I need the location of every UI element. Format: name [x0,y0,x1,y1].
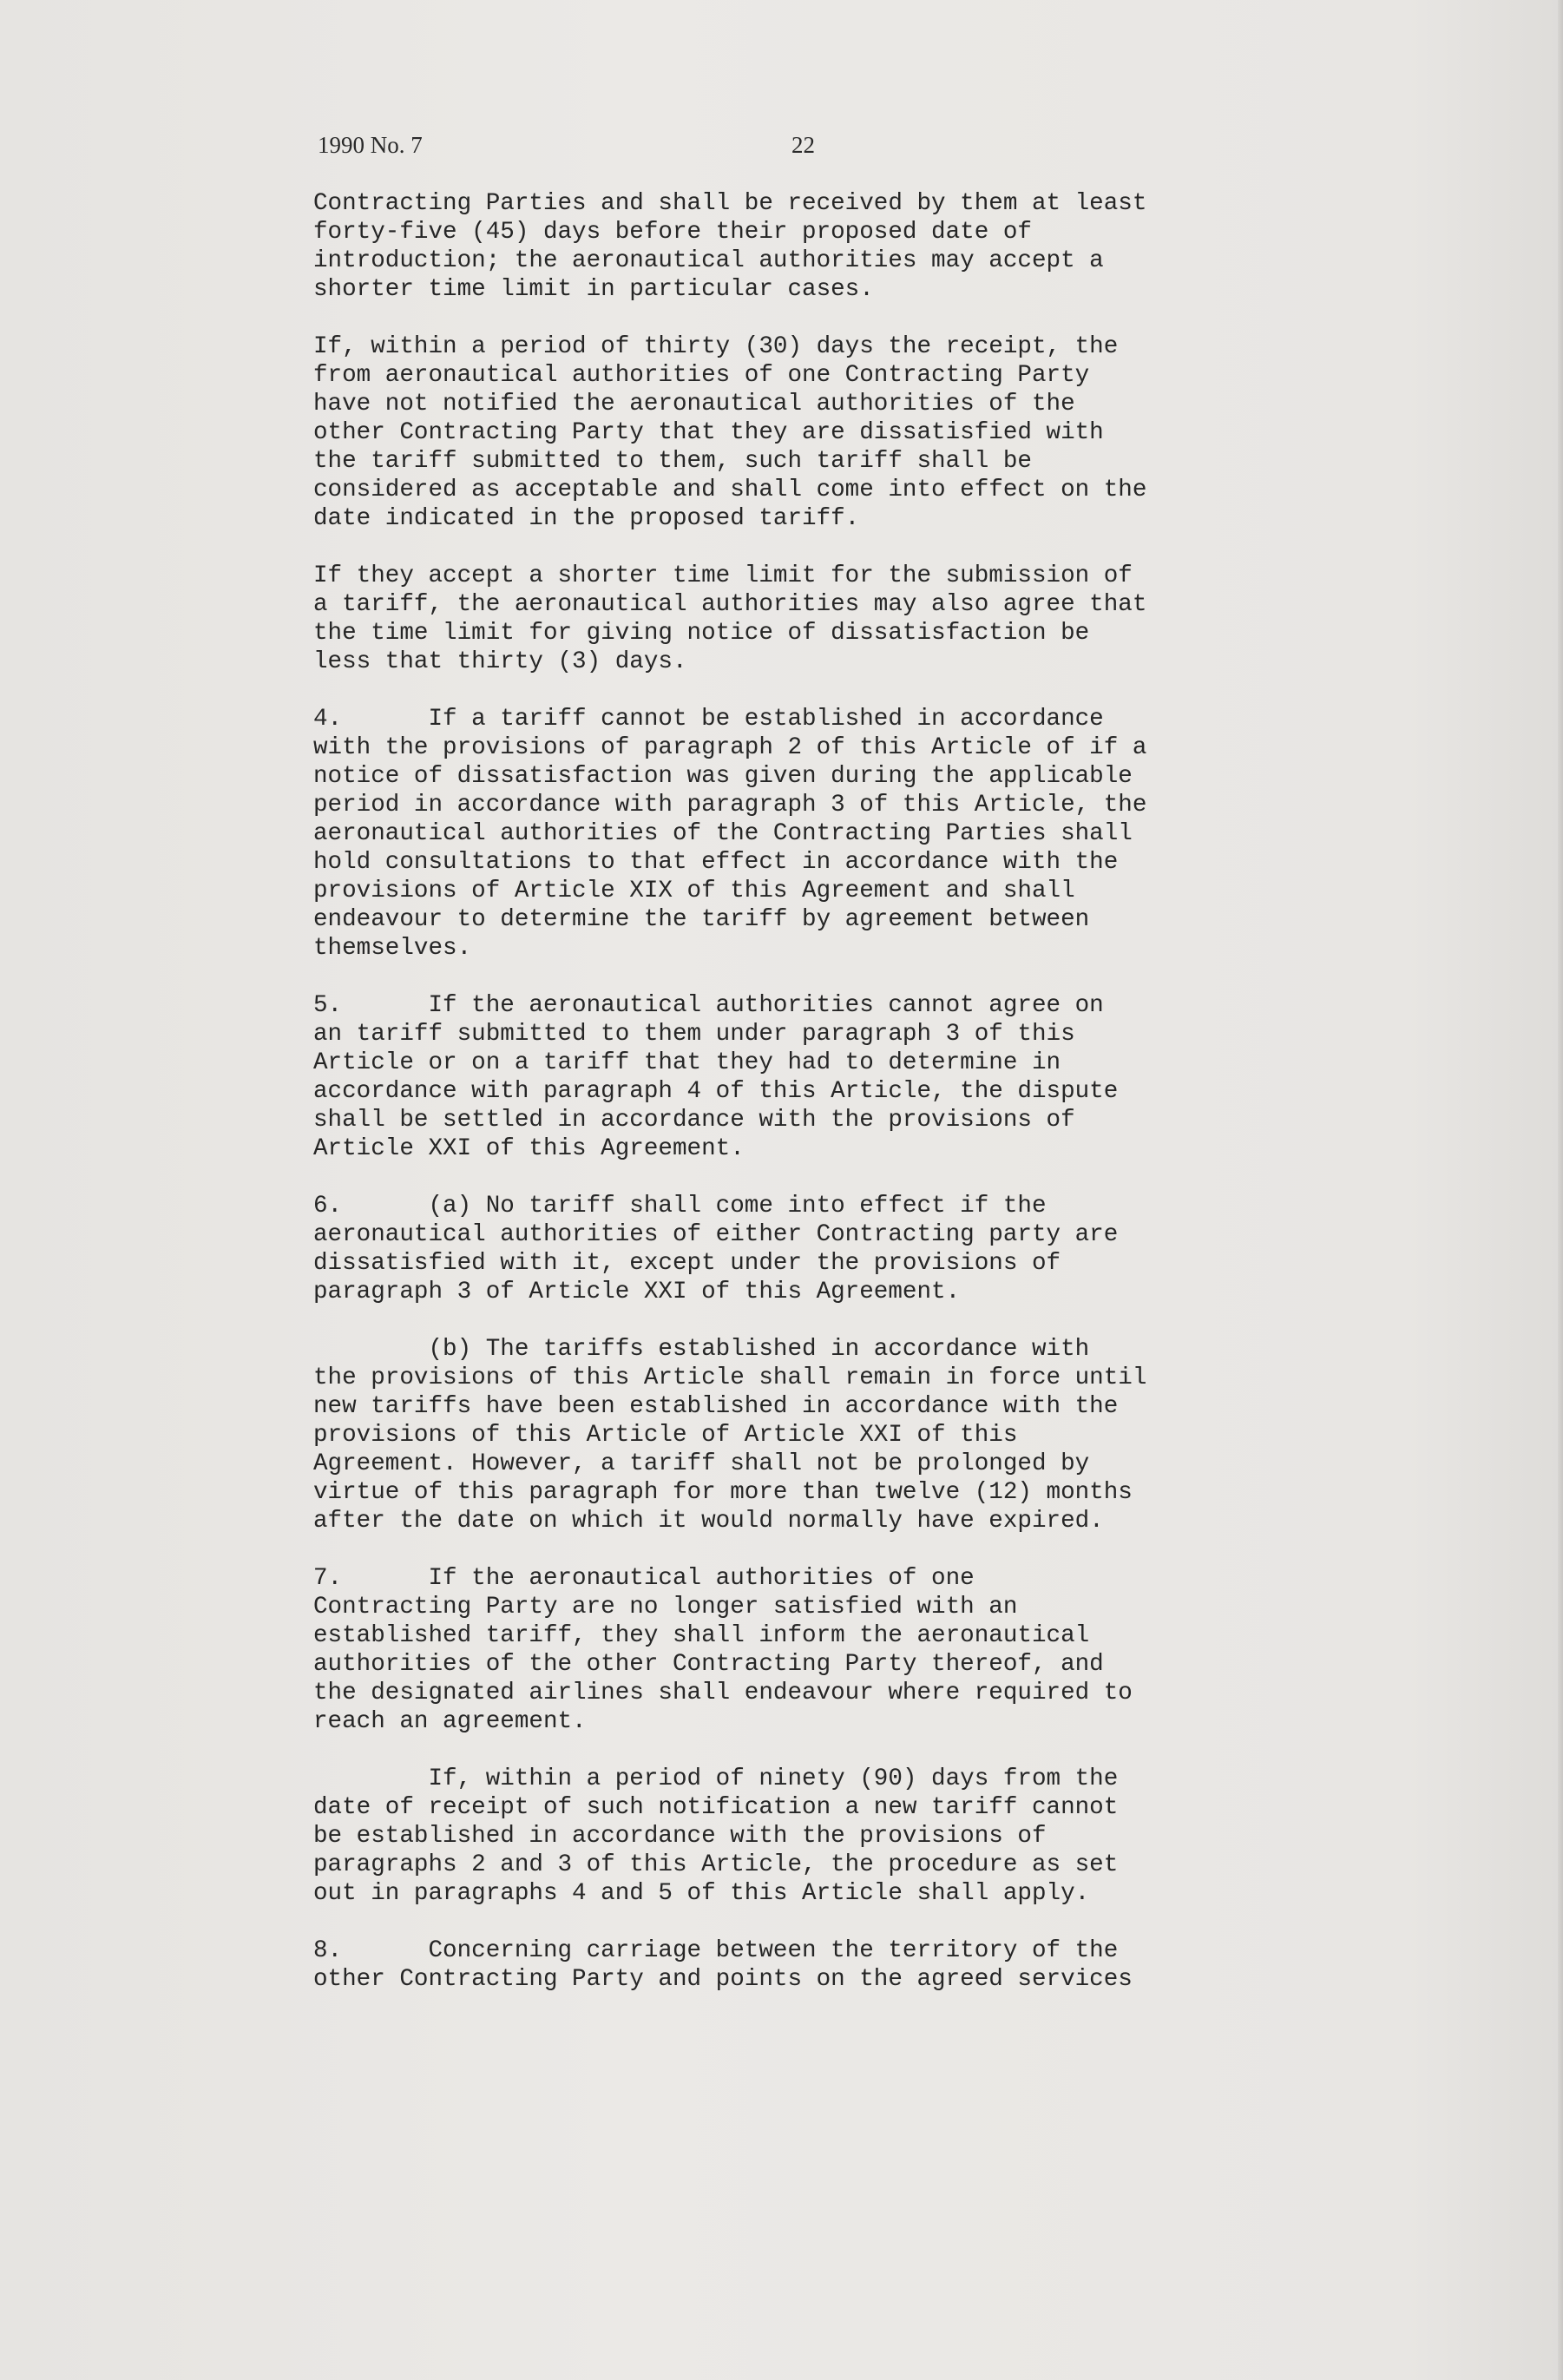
page-edge [1558,0,1563,2380]
paragraph-7-ninety-days: If, within a period of ninety (90) days from the date of receipt of such notification a new tariff cannot be established in accordance with the provisions of paragraphs 2 and 3 of this Article, the procedure as set out in paragraphs 4 and 5 of this Article shall apply. [313,1765,1119,1907]
paragraph-8: 8. Concerning carriage between the territory of the other Contracting Party and points on the agreed services [313,1937,1133,1993]
document-reference: 1990 No. 7 [318,132,423,158]
paragraph-intro-continuation: Contracting Parties and shall be received by them at least forty-five (45) days before their proposed date of introduction; the aeronautical authorities may accept a shorter time limit in particular cases. [313,190,1147,303]
paragraph-6a: 6. (a) No tariff shall come into effect if the aeronautical authorities of either Contracting party are dissatisfied with it, except under the provisions of paragraph 3 of Article XXI of this Agreement. [313,1193,1119,1305]
paragraph-7: 7. If the aeronautical authorities of one Contracting Party are no longer satisfied with an established tariff, they shall inform the aeronautical authorities of the other Contracting Party thereof, and the designated airlines shall endeavour where required to reach an agreement. [313,1565,1133,1735]
body-text [313,189,1337,1994]
paragraph-5: 5. If the aeronautical authorities cannot agree on an tariff submitted to them under paragraph 3 of this Article or on a tariff that they had to determine in accordance with paragraph 4 of this Article, the dispute shall be settled in accordance with the provisions of Article XXI of this Agreement. [313,992,1119,1162]
paragraph-4: 4. If a tariff cannot be established in accordance with the provisions of paragraph 2 of this Article of if a notice of dissatisfaction was given during the applicable period in accordance with paragraph 3 of this Article, the aeronautical authorities of the Contracting Parties shall hold consultations to that effect in accordance with the provisions of Article XIX of this Agreement and shall endeavour to determine the tariff by agreement between themselves. [313,706,1147,962]
paragraph-thirty-days: If, within a period of thirty (30) days the receipt, the from aeronautical authorities of one Contracting Party have not notified the aeronautical authorities of the other Contracting Party that they are dissatisfied with the tariff submitted to them, such tariff shall be considered as acceptable and shall come into effect on the date indicated in the proposed tariff. [313,333,1147,532]
paragraph-6b: (b) The tariffs established in accordance with the provisions of this Article shall remain in force until new tariffs have been established in accordance with the provisions of this Article of Article XXI of this Agreement. However, a tariff shall not be prolonged by virtue of this paragraph for more than twelve (12) months after the date on which it would normally have expired. [313,1336,1147,1535]
page-number: 22 [791,132,815,158]
paragraph-shorter-time-limit: If they accept a shorter time limit for the submission of a tariff, the aeronautical authorities may also agree that the time limit for giving notice of dissatisfaction be less that thirty (3) days. [313,562,1147,675]
